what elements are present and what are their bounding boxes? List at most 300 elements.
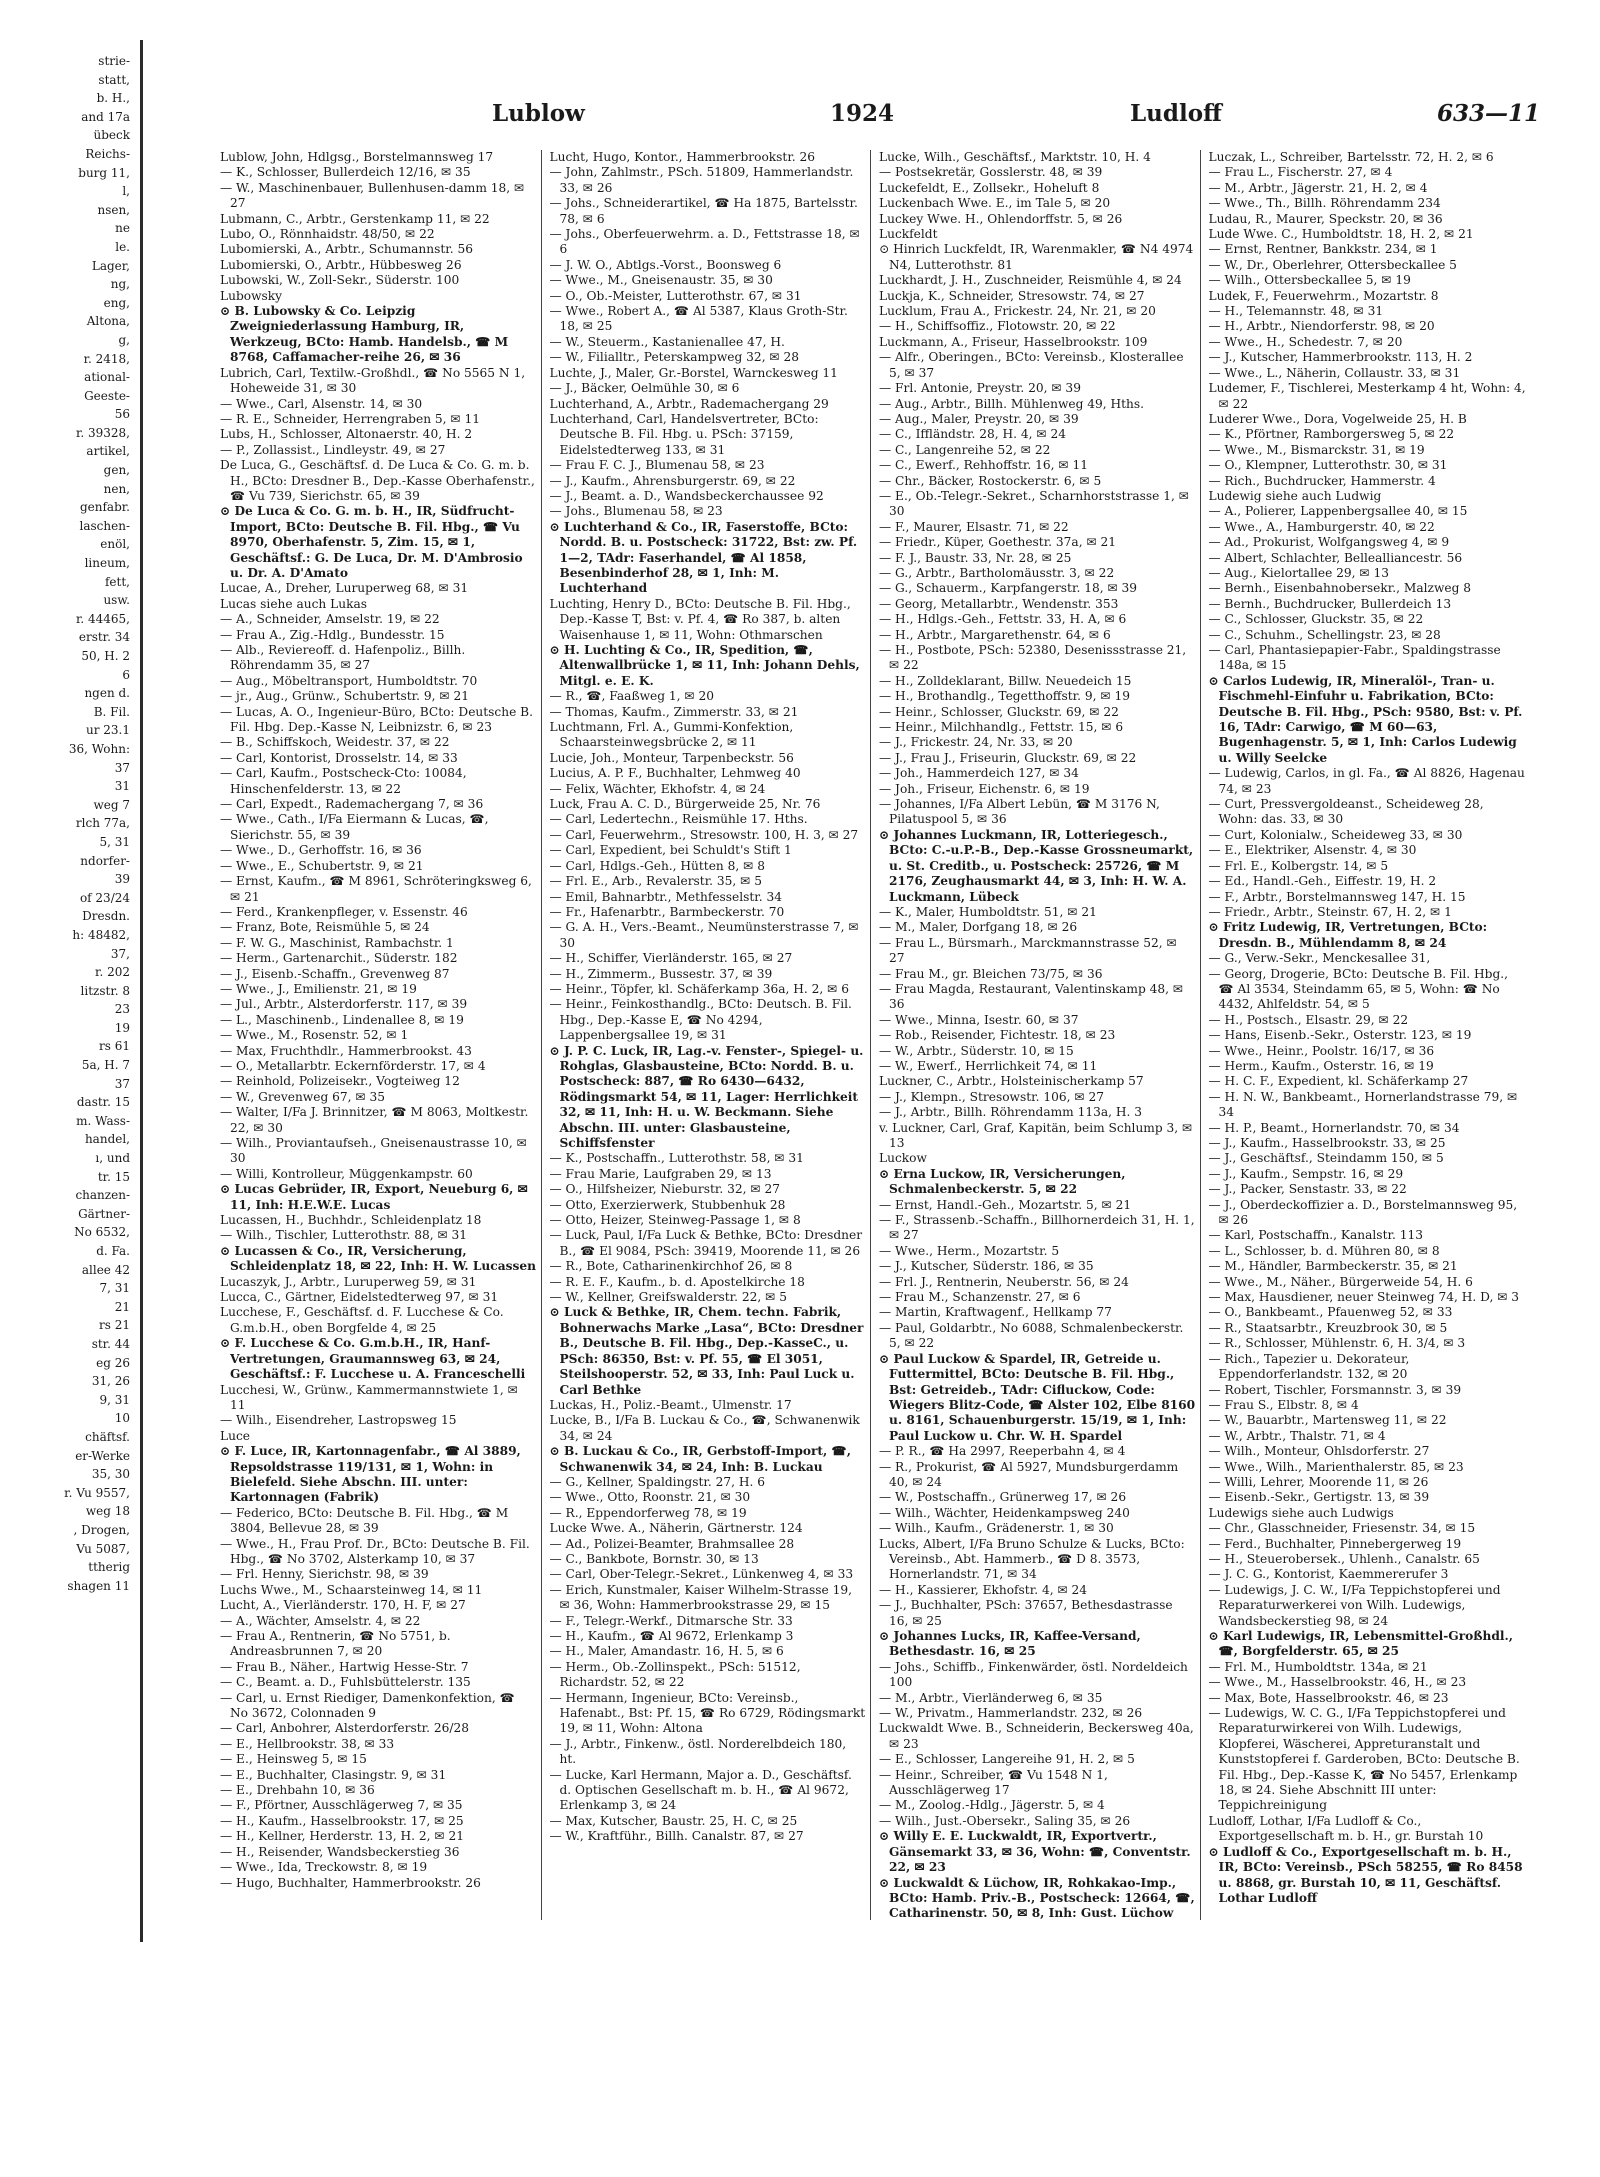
directory-entry: — J. C. G., Kontorist, Kaemmererufer 3 xyxy=(1208,1567,1449,1582)
directory-entry: ⊙ J. P. C. Luck, IR, Lag.-v. Fenster-, Spiegel- u. Rohglas, Glasbausteine, BCto: Nordd. B. u. Postscheck: 887, ☎ Ro 6430—6432, Rödingsmarkt 54, ✉ 11, Lager: Herrlichkeit 32, ✉ 11, Inh: H. u. W. Beckmann. Siehe Abschn. III. unter: Glasbausteine, Schiffsfenster xyxy=(549,1043,864,1150)
directory-entry: — Aug., Arbtr., Billh. Mühlenweg 49, Hths. xyxy=(879,396,1145,411)
directory-entry: Lucht, Hugo, Kontor., Hammerbrookstr. 26 xyxy=(549,150,816,164)
gutter-line: ngen d. xyxy=(84,686,130,701)
gutter-line: ttherig xyxy=(88,1560,130,1575)
directory-entry: Ludau, R., Maurer, Speckstr. 20, ✉ 36 xyxy=(1208,211,1443,226)
directory-entry: Luckwaldt Wwe. B., Schneiderin, Beckersweg 40a, ✉ 23 xyxy=(879,1721,1194,1751)
directory-entry: — Frau Marie, Laufgraben 29, ✉ 13 xyxy=(549,1166,772,1181)
directory-entry: — Carl, Ober-Telegr.-Sekret., Lünkenweg 4, ✉ 33 xyxy=(549,1567,854,1582)
directory-entry: — Wwe., D., Gerhoffstr. 16, ✉ 36 xyxy=(220,843,422,858)
gutter-line: allee 42 xyxy=(81,1262,130,1277)
directory-entry: ⊙ B. Lubowsky & Co. Leipzig Zweigniederlassung Hamburg, IR, Werkzeug, BCto: Hamb. Handelsb., ☎ M 8768, Caffamacher-reihe 26, ✉ 36 xyxy=(220,304,509,365)
directory-entry: Luckas, H., Poliz.-Beamt., Ulmenstr. 17 xyxy=(549,1397,792,1412)
directory-entry: — P., Zollassist., Lindleystr. 49, ✉ 27 xyxy=(220,442,446,457)
directory-entry: — H., Zimmerm., Bussestr. 37, ✉ 39 xyxy=(549,966,773,981)
directory-entry: — Walter, I/Fa J. Brinnitzer, ☎ M 8063, Moltkestr. 22, ✉ 30 xyxy=(220,1105,529,1135)
directory-entry: ⊙ Karl Ludewigs, IR, Lebensmittel-Großhdl., ☎, Borgfelderstr. 65, ✉ 25 xyxy=(1208,1629,1514,1659)
directory-entry: Lucae, A., Dreher, Luruperweg 68, ✉ 31 xyxy=(220,581,469,596)
gutter-line: r. 44465, xyxy=(75,611,130,626)
directory-entry: — Georg, Drogerie, BCto: Deutsche B. Fil. Hbg., ☎ Al 3534, Steindamm 65, ✉ 5, Wohn: ☎ No 4432, Ahlfeldstr. 54, ✉ 5 xyxy=(1208,966,1509,1012)
gutter-line: rs 61 xyxy=(99,1039,130,1054)
directory-entry: — R., Schlosser, Mühlenstr. 6, H. 3/4, ✉ 3 xyxy=(1208,1336,1466,1351)
directory-entry: Lucca, C., Gärtner, Eidelstedterweg 97, ✉ 31 xyxy=(220,1290,499,1305)
gutter-line: 21 xyxy=(114,1299,130,1314)
directory-entry: — Eisenb.-Sekr., Gertigstr. 13, ✉ 39 xyxy=(1208,1490,1430,1505)
gutter-line: eng, xyxy=(103,295,130,310)
directory-entry: — C., Ewerf., Rehhoffstr. 16, ✉ 11 xyxy=(879,458,1088,473)
directory-entry: — W., Dr., Oberlehrer, Ottersbeckallee 5 xyxy=(1208,257,1457,272)
directory-entry: Lubrich, Carl, Textilw.-Großhdl., ☎ No 5565 N 1, Hoheweide 31, ✉ 30 xyxy=(220,365,526,396)
directory-columns xyxy=(220,150,1530,1920)
directory-entry: — Wwe., J., Emilienstr. 21, ✉ 19 xyxy=(220,981,417,996)
directory-entry: Lublow, John, Hdlgsg., Borstelmannsweg 17 xyxy=(220,150,494,164)
directory-entry: — W., Kraftführ., Billh. Canalstr. 87, ✉ 27 xyxy=(549,1829,804,1844)
directory-entry: — Frau M., gr. Bleichen 73/75, ✉ 36 xyxy=(879,966,1103,981)
directory-entry: — Chr., Bäcker, Rostockerstr. 6, ✉ 5 xyxy=(879,473,1102,488)
directory-entry: — M., Zoolog.-Hdlg., Jägerstr. 5, ✉ 4 xyxy=(879,1798,1105,1813)
directory-entry: — O., Hilfsheizer, Nieburstr. 32, ✉ 27 xyxy=(549,1182,780,1197)
directory-entry: ⊙ B. Luckau & Co., IR, Gerbstoff-Import, ☎, Schwanenwik 34, ✉ 24, Inh: B. Luckau xyxy=(549,1444,851,1474)
directory-entry: — F., Strassenb.-Schaffn., Billhornerdeich 31, H. 1, ✉ 27 xyxy=(879,1213,1195,1243)
directory-entry: — Carl, Anbohrer, Alsterdorferstr. 26/28 xyxy=(220,1721,469,1736)
directory-entry: Luckenbach Wwe. E., im Tale 5, ✉ 20 xyxy=(879,196,1111,211)
gutter-line: b. H., xyxy=(96,91,130,106)
directory-entry: — jr., Aug., Grünw., Schubertstr. 9, ✉ 21 xyxy=(220,689,469,704)
gutter-line: 9, 31 xyxy=(99,1392,130,1407)
directory-entry: — E., Heinsweg 5, ✉ 15 xyxy=(220,1752,367,1767)
directory-entry: Lubowsky xyxy=(220,288,283,303)
directory-entry: — R., ☎, Faaßweg 1, ✉ 20 xyxy=(549,689,715,704)
directory-entry: Lubomierski, O., Arbtr., Hübbesweg 26 xyxy=(220,257,462,272)
page-header xyxy=(220,100,1540,140)
directory-entry: — W., Maschinenbauer, Bullenhusen-damm 18, ✉ 27 xyxy=(220,180,525,211)
directory-entry: — O., Metallarbtr. Eckernförderstr. 17, ✉ 4 xyxy=(220,1058,486,1073)
directory-entry: Lucas siehe auch Lukas xyxy=(220,596,367,611)
directory-entry: — M., Arbtr., Vierländerweg 6, ✉ 35 xyxy=(879,1690,1103,1705)
directory-entry: — H., Steuerobersek., Uhlenh., Canalstr. 65 xyxy=(1208,1551,1480,1566)
directory-entry: — Ferd., Krankenpfleger, v. Essenstr. 46 xyxy=(220,904,468,919)
gutter-line: and 17a xyxy=(81,109,130,124)
directory-entry: — Frau A., Zig.-Hdlg., Bundesstr. 15 xyxy=(220,627,445,642)
gutter-line: artikel, xyxy=(86,444,130,459)
header-first-entry: Lublow xyxy=(492,100,585,127)
directory-entry: — Ferd., Buchhalter, Pinnebergerweg 19 xyxy=(1208,1536,1462,1551)
gutter-line: ne xyxy=(115,221,130,236)
gutter-line: Geeste- xyxy=(84,388,130,403)
directory-entry: — F., Pförtner, Ausschlägerweg 7, ✉ 35 xyxy=(220,1798,463,1813)
gutter-line: ng, xyxy=(110,277,130,292)
directory-entry: — Herm., Kaufm., Osterstr. 16, ✉ 19 xyxy=(1208,1058,1434,1073)
directory-entry: — Wwe., Cath., I/Fa Eiermann & Lucas, ☎, Sierichstr. 55, ✉ 39 xyxy=(220,812,489,842)
directory-entry: — K., Postschaffn., Lutterothstr. 58, ✉ 31 xyxy=(549,1151,804,1166)
gutter-line: shagen 11 xyxy=(67,1578,130,1593)
directory-entry: — Carl, Kontorist, Drosselstr. 14, ✉ 33 xyxy=(220,750,458,765)
gutter-line: 23 xyxy=(114,1002,130,1017)
directory-entry: — Willi, Lehrer, Moorende 11, ✉ 26 xyxy=(1208,1474,1429,1489)
directory-entry: — Luck, Paul, I/Fa Luck & Bethke, BCto: Dresdner B., ☎ El 9084, PSch: 39419, Moorende 11, ✉ 26 xyxy=(549,1228,863,1258)
directory-entry: — C., Schlosser, Gluckstr. 35, ✉ 22 xyxy=(1208,612,1424,627)
directory-entry: — H. P., Beamt., Hornerlandstr. 70, ✉ 34 xyxy=(1208,1120,1460,1135)
directory-entry: — Wilh., Proviantaufseh., Gneisenaustrasse 10, ✉ 30 xyxy=(220,1136,527,1166)
directory-entry: — Wwe., Heinr., Poolstr. 16/17, ✉ 36 xyxy=(1208,1043,1435,1058)
directory-entry: — Heinr., Milchhandlg., Fettstr. 15, ✉ 6 xyxy=(879,720,1124,735)
directory-entry: — G. A. H., Vers.-Beamt., Neumünsterstrasse 7, ✉ 30 xyxy=(549,920,859,950)
directory-entry: — E., Hellbrookstr. 38, ✉ 33 xyxy=(220,1736,395,1751)
gutter-line: ur 23.1 xyxy=(86,723,130,738)
directory-entry: — H., Arbtr., Margarethenstr. 64, ✉ 6 xyxy=(879,627,1111,642)
directory-entry: — Fr., Hafenarbtr., Barmbeckerstr. 70 xyxy=(549,904,785,919)
directory-entry: — Wwe., M., Näher., Bürgerweide 54, H. 6 xyxy=(1208,1274,1473,1289)
directory-entry: — Frau M., Schanzenstr. 27, ✉ 6 xyxy=(879,1290,1081,1305)
directory-entry: — J., Kaufm., Ahrensburgerstr. 69, ✉ 22 xyxy=(549,473,796,488)
directory-entry: — H., Hdlgs.-Geh., Fettstr. 33, H. A, ✉ 6 xyxy=(879,612,1127,627)
directory-entry: — Wwe., Otto, Roonstr. 21, ✉ 30 xyxy=(549,1490,751,1505)
directory-entry: — E., Drehbahn 10, ✉ 36 xyxy=(220,1783,375,1798)
gutter-line: B. Fil. xyxy=(93,704,130,719)
gutter-line: eg 26 xyxy=(96,1355,130,1370)
gutter-line: 5, 31 xyxy=(99,834,130,849)
gutter-line: chanzen- xyxy=(75,1188,130,1203)
directory-entry: — Heinr., Töpfer, kl. Schäferkamp 36a, H. 2, ✉ 6 xyxy=(549,981,850,996)
directory-entry: — Wwe., H., Schedestr. 7, ✉ 20 xyxy=(1208,334,1403,349)
directory-entry: — Otto, Heizer, Steinweg-Passage 1, ✉ 8 xyxy=(549,1213,801,1228)
directory-entry: — C., Bankbote, Bornstr. 30, ✉ 13 xyxy=(549,1551,759,1566)
directory-entry: — Frl. E., Kolbergstr. 14, ✉ 5 xyxy=(1208,858,1389,873)
page-number: 633—11 xyxy=(1436,100,1540,127)
directory-entry: — R., Bote, Catharinenkirchhof 26, ✉ 8 xyxy=(549,1259,793,1274)
directory-entry: — Carl, Feuerwehrm., Stresowstr. 100, H. 3, ✉ 27 xyxy=(549,827,859,842)
directory-entry: — W., Privatm., Hammerlandstr. 232, ✉ 26 xyxy=(879,1706,1143,1721)
directory-entry: — Martin, Kraftwagenf., Hellkamp 77 xyxy=(879,1305,1112,1320)
directory-entry: — H., Kassierer, Ekhofstr. 4, ✉ 24 xyxy=(879,1582,1088,1597)
header-year: 1924 xyxy=(830,100,895,127)
directory-entry: — Georg, Metallarbtr., Wendenstr. 353 xyxy=(879,596,1119,611)
directory-entry: De Luca, G., Geschäftsf. d. De Luca & Co. G. m. b. H., BCto: Dresdner B., Dep.-Kasse Oberhafenstr., ☎ Vu 739, Sierichstr. 65, ✉ 39 xyxy=(220,458,535,503)
directory-entry: — W., Ewerf., Herrlichkeit 74, ✉ 11 xyxy=(879,1058,1098,1073)
column-2 xyxy=(550,150,872,1920)
directory-entry: Lucht, A., Vierländerstr. 170, H. F, ✉ 27 xyxy=(220,1598,466,1613)
directory-entry: — Wwe., M., Rosenstr. 52, ✉ 1 xyxy=(220,1028,409,1043)
directory-entry: Luczak, L., Schreiber, Bartelsstr. 72, H. 2, ✉ 6 xyxy=(1208,150,1494,164)
directory-entry: — J., Arbtr., Billh. Röhrendamm 113a, H. 3 xyxy=(879,1105,1143,1120)
directory-entry: ⊙ De Luca & Co. G. m. b. H., IR, Südfrucht-Import, BCto: Deutsche B. Fil. Hbg., ☎ Vu 8970, Oberhafenstr. 5, Zim. 15, ✉ 1, Geschäftsf.: G. De Luca, Dr. M. D'Ambrosio u. Dr. A. D'Amato xyxy=(220,504,523,580)
directory-entry: ⊙ F. Luce, IR, Kartonnagenfabr., ☎ Al 3889, Repsoldstrasse 119/131, ✉ 1, Wohn: in Bielefeld. Siehe Abschn. III. unter: Kartonnagen (Fabrik) xyxy=(220,1444,521,1505)
directory-entry: — J., Klempn., Stresowstr. 106, ✉ 27 xyxy=(879,1089,1104,1104)
directory-entry: — F., Arbtr., Borstelmannsweg 147, H. 15 xyxy=(1208,889,1466,904)
directory-entry: Ludemer, F., Tischlerei, Mesterkamp 4 ht, Wohn: 4, ✉ 22 xyxy=(1208,381,1526,411)
directory-entry: — K., Pförtner, Ramborgersweg 5, ✉ 22 xyxy=(1208,427,1455,442)
gutter-line: 37 xyxy=(114,1076,130,1091)
directory-entry: — A., Schneider, Amselstr. 19, ✉ 22 xyxy=(220,612,440,627)
directory-entry: — W., Grevenweg 67, ✉ 35 xyxy=(220,1089,385,1104)
gutter-line: ı, und xyxy=(95,1151,130,1166)
directory-entry: — Wwe., H., Frau Prof. Dr., BCto: Deutsche B. Fil. Hbg., ☎ No 3702, Alsterkamp 10, ✉ 37 xyxy=(220,1536,530,1566)
directory-entry: — Wwe., A., Hamburgerstr. 40, ✉ 22 xyxy=(1208,519,1435,534)
directory-entry: — J., Buchhalter, PSch: 37657, Bethesdastrasse 16, ✉ 25 xyxy=(879,1598,1173,1628)
directory-entry: — J., Oberdeckoffizier a. D., Borstelmannsweg 95, ✉ 26 xyxy=(1208,1197,1518,1228)
gutter-line: 37 xyxy=(114,760,130,775)
directory-entry: Luchte, J., Maler, Gr.-Borstel, Warnckesweg 11 xyxy=(549,365,838,380)
gutter-line: laschen- xyxy=(79,518,130,533)
directory-entry: — J. W. O., Abtlgs.-Vorst., Boonsweg 6 xyxy=(549,257,782,272)
directory-entry: — Wwe., Herm., Mozartstr. 5 xyxy=(879,1243,1060,1258)
gutter-line: Vu 5087, xyxy=(76,1541,130,1556)
directory-entry: — J., Beamt. a. D., Wandsbeckerchaussee 92 xyxy=(549,488,824,503)
directory-entry: — Carl, Expedt., Rademachergang 7, ✉ 36 xyxy=(220,797,484,812)
directory-entry: — R. E. F., Kaufm., b. d. Apostelkirche 18 xyxy=(549,1274,805,1289)
directory-entry: — Carl, Expedient, bei Schuldt's Stift 1 xyxy=(549,843,792,858)
directory-entry: v. Luckner, Carl, Graf, Kapitän, beim Schlump 3, ✉ 13 xyxy=(879,1120,1193,1150)
directory-entry: — Max, Kutscher, Baustr. 25, H. C, ✉ 25 xyxy=(549,1813,798,1828)
directory-entry: — Wwe., Ida, Treckowstr. 8, ✉ 19 xyxy=(220,1860,428,1875)
directory-entry: — M., Händler, Barmbeckerstr. 35, ✉ 21 xyxy=(1208,1259,1458,1274)
directory-entry: — R. E., Schneider, Herrengraben 5, ✉ 11 xyxy=(220,411,481,426)
directory-entry: Luce xyxy=(220,1428,250,1443)
directory-entry: — C., Beamt. a. D., Fuhlsbüttelerstr. 135 xyxy=(220,1675,471,1690)
directory-entry: — Hans, Eisenb.-Sekr., Osterstr. 123, ✉ 19 xyxy=(1208,1028,1472,1043)
directory-entry: — Reinhold, Polizeisekr., Vogteiweg 12 xyxy=(220,1074,460,1089)
directory-entry: Luckja, K., Schneider, Stresowstr. 74, ✉ 27 xyxy=(879,288,1145,303)
directory-entry: — Alb., Reviereoff. d. Hafenpoliz., Billh. Röhrendamm 35, ✉ 27 xyxy=(220,643,466,673)
gutter-line: h: 48482, xyxy=(72,927,130,942)
directory-entry: — K., Schlosser, Bullerdeich 12/16, ✉ 35 xyxy=(220,165,471,180)
directory-entry: — Rich., Tapezier u. Dekorateur, Eppendorferlandstr. 132, ✉ 20 xyxy=(1208,1351,1410,1382)
directory-entry: — O., Ob.-Meister, Lutterothstr. 67, ✉ 31 xyxy=(549,288,802,303)
directory-entry: — Bernh., Buchdrucker, Bullerdeich 13 xyxy=(1208,596,1452,611)
gutter-line: m. Wass- xyxy=(76,1113,130,1128)
directory-entry: ⊙ Luck & Bethke, IR, Chem. techn. Fabrik, Bohnerwachs Marke „Lasa“, BCto: Dresdner B., Deutsche B. Fil. Hbg., Dep.-KasseC., u. PSch: 86350, Bst: v. Pf. 55, ☎ El 3051, Steilshooperstr. 52, ✉ 33, Inh: Paul Luck u. Carl Bethke xyxy=(549,1305,864,1397)
directory-entry: — Herm., Gartenarchit., Süderstr. 182 xyxy=(220,951,458,966)
directory-entry: — J., Packer, Senstastr. 33, ✉ 22 xyxy=(1208,1182,1407,1197)
directory-entry: Luckefeldt, E., Zollsekr., Hoheluft 8 xyxy=(879,180,1100,195)
directory-entry: — Alfr., Oberingen., BCto: Vereinsb., Klosterallee 5, ✉ 37 xyxy=(879,350,1184,380)
gutter-line: l, xyxy=(122,184,130,199)
directory-entry: — W., Steuerm., Kastanienallee 47, H. xyxy=(549,334,785,349)
directory-entry: — W., Filialltr., Peterskampweg 32, ✉ 28 xyxy=(549,350,800,365)
directory-entry: — Ernst, Handl.-Geh., Mozartstr. 5, ✉ 21 xyxy=(879,1197,1132,1212)
directory-entry: — Ludewig, Carlos, in gl. Fa., ☎ Al 8826, Hagenau 74, ✉ 23 xyxy=(1208,766,1525,796)
gutter-line: 35, 30 xyxy=(91,1467,130,1482)
gutter-line: rs 21 xyxy=(99,1318,130,1333)
directory-entry: — Ad., Prokurist, Wolfgangsweg 4, ✉ 9 xyxy=(1208,535,1450,550)
directory-entry: — Carl, u. Ernst Riediger, Damenkonfektion, ☎ No 3672, Colonnaden 9 xyxy=(220,1690,515,1721)
directory-entry: — M., Arbtr., Jägerstr. 21, H. 2, ✉ 4 xyxy=(1208,180,1428,195)
directory-entry: — Wwe., Carl, Alsenstr. 14, ✉ 30 xyxy=(220,396,423,411)
directory-entry: — Wilh., Eisendreher, Lastropsweg 15 xyxy=(220,1413,457,1428)
directory-entry: Lucchese, F., Geschäftsf. d. F. Lucchese & Co. G.m.b.H., oben Borgfelde 4, ✉ 25 xyxy=(220,1305,504,1335)
directory-entry: — G., Schauerm., Karpfangerstr. 18, ✉ 39 xyxy=(879,581,1138,596)
directory-entry: — G., Verw.-Sekr., Menckesallee 31, xyxy=(1208,951,1431,966)
directory-entry: Lucchesi, W., Grünw., Kammermannstwiete 1, ✉ 11 xyxy=(220,1382,518,1412)
directory-entry: — Ed., Handl.-Geh., Eiffestr. 19, H. 2 xyxy=(1208,874,1437,889)
directory-entry: — Wwe., Wilh., Marienthalerstr. 85, ✉ 23 xyxy=(1208,1459,1464,1474)
directory-entry: Luchs Wwe., M., Schaarsteinweg 14, ✉ 11 xyxy=(220,1582,483,1597)
directory-entry: — Frl. J., Rentnerin, Neuberstr. 56, ✉ 24 xyxy=(879,1274,1129,1289)
directory-entry: — Albert, Schlachter, Bellealliancestr. 56 xyxy=(1208,550,1463,565)
gutter-line: No 6532, xyxy=(74,1225,130,1240)
directory-entry: Luckhardt, J. H., Zuschneider, Reismühle 4, ✉ 24 xyxy=(879,273,1182,288)
gutter-line: g, xyxy=(118,332,130,347)
directory-entry: — H., Telemannstr. 48, ✉ 31 xyxy=(1208,304,1384,319)
directory-entry: — Joh., Hammerdeich 127, ✉ 34 xyxy=(879,766,1079,781)
directory-entry: — Aug., Maler, Preystr. 20, ✉ 39 xyxy=(879,411,1079,426)
gutter-line: dastr. 15 xyxy=(76,1095,130,1110)
directory-entry: Lucke Wwe. A., Näherin, Gärtnerstr. 124 xyxy=(549,1521,803,1536)
gutter-line: ndorfer- xyxy=(80,853,130,868)
directory-entry: — Johs., Schneiderartikel, ☎ Ha 1875, Bartelsstr. 78, ✉ 6 xyxy=(549,196,858,226)
directory-entry: — E., Ob.-Telegr.-Sekret., Scharnhorststrasse 1, ✉ 30 xyxy=(879,488,1189,519)
directory-entry: — R., Prokurist, ☎ Al 5927, Mundsburgerdamm 40, ✉ 24 xyxy=(879,1459,1179,1489)
directory-entry: — Wwe., E., Schubertstr. 9, ✉ 21 xyxy=(220,858,424,873)
directory-entry: — Heinr., Feinkosthandlg., BCto: Deutsch. B. Fil. Hbg., Dep.-Kasse E, ☎ No 4294, Lappenbergsallee 19, ✉ 31 xyxy=(549,997,852,1043)
directory-entry: — L., Maschinenb., Lindenallee 8, ✉ 19 xyxy=(220,1012,464,1027)
directory-entry: — Wwe., Th., Billh. Röhrendamm 234 xyxy=(1208,196,1441,211)
directory-entry: — Johs., Oberfeuerwehrm. a. D., Fettstrasse 18, ✉ 6 xyxy=(549,227,860,257)
directory-entry: Luchting, Henry D., BCto: Deutsche B. Fil. Hbg., Dep.-Kasse T, Bst: v. Pf. 4, ☎ Ro 387, b. alten Waisenhause 1, ✉ 11, Wohn: Othmarschen xyxy=(549,596,851,642)
directory-entry: Lucius, A. P. F., Buchhalter, Lehmweg 40 xyxy=(549,766,801,781)
directory-entry: — Carl, Hdlgs.-Geh., Hütten 8, ✉ 8 xyxy=(549,858,765,873)
gutter-line: 10 xyxy=(114,1411,130,1426)
gutter-line: 6 xyxy=(122,667,130,682)
gutter-line: ational- xyxy=(84,370,130,385)
directory-entry: Lucaszyk, J., Arbtr., Luruperweg 59, ✉ 31 xyxy=(220,1274,477,1289)
directory-entry: — Wwe., M., Bismarckstr. 31, ✉ 19 xyxy=(1208,442,1425,457)
directory-entry: — Frau A., Rentnerin, ☎ No 5751, b. Andreasbrunnen 7, ✉ 20 xyxy=(220,1629,451,1659)
directory-entry: — Carl, Kaufm., Postscheck-Cto: 10084, Hinschenfelderstr. 13, ✉ 22 xyxy=(220,766,467,796)
directory-entry: — Wilh., Wächter, Heidenkampsweg 240 xyxy=(879,1505,1130,1520)
directory-entry: — Frau L., Fischerstr. 27, ✉ 4 xyxy=(1208,165,1393,180)
gutter-line: r. 2418, xyxy=(83,351,130,366)
gutter-line: strie- xyxy=(98,54,130,68)
directory-entry: — W., Kellner, Greifswalderstr. 22, ✉ 5 xyxy=(549,1290,788,1305)
directory-entry: — J., Kaufm., Hasselbrookstr. 33, ✉ 25 xyxy=(1208,1136,1446,1150)
directory-entry: — L., Schlosser, b. d. Mühren 80, ✉ 8 xyxy=(1208,1243,1440,1258)
directory-entry: — Rich., Buchdrucker, Hammerstr. 4 xyxy=(1208,473,1436,488)
directory-entry: — Curt, Kolonialw., Scheideweg 33, ✉ 30 xyxy=(1208,827,1463,842)
directory-entry: ⊙ Luckwaldt & Lüchow, IR, Rohkakao-Imp., BCto: Hamb. Priv.-B., Postscheck: 12664, ☎, Catharinenstr. 50, ✉ 8, Inh: Gust. Lüchow xyxy=(879,1875,1195,1920)
directory-entry: — H., Kaufm., Hasselbrookstr. 17, ✉ 25 xyxy=(220,1813,464,1828)
directory-entry: — H., Maler, Amandastr. 16, H. 5, ✉ 6 xyxy=(549,1644,784,1659)
directory-entry: Lucks, Albert, I/Fa Bruno Schulze & Lucks, BCto: Vereinsb., Abt. Hammerb., ☎ D 8. 3573, Hornerlandstr. 71, ✉ 34 xyxy=(879,1536,1185,1582)
directory-entry: Luckow xyxy=(879,1151,927,1166)
directory-entry: — Frl. Antonie, Preystr. 20, ✉ 39 xyxy=(879,381,1081,396)
directory-entry: Lubmann, C., Arbtr., Gerstenkamp 11, ✉ 22 xyxy=(220,211,490,226)
directory-entry: — H., Kaufm., ☎ Al 9672, Erlenkamp 3 xyxy=(549,1629,794,1643)
directory-entry: — F. W. G., Maschinist, Rambachstr. 1 xyxy=(220,935,454,950)
directory-entry: — F. J., Baustr. 33, Nr. 28, ✉ 25 xyxy=(879,550,1072,565)
directory-entry: — G., Kellner, Spaldingstr. 27, H. 6 xyxy=(549,1474,766,1489)
header-last-entry: Ludloff xyxy=(1130,100,1222,127)
gutter-line: litzstr. 8 xyxy=(80,983,130,998)
directory-entry: — Ludewigs, J. C. W., I/Fa Teppichstopferei und Reparaturwerkerei von Wilh. Ludewigs, Wandsbeckerstieg 98, ✉ 24 xyxy=(1208,1582,1501,1628)
directory-entry: — Lucke, Karl Hermann, Major a. D., Geschäftsf. d. Optischen Gesellschaft m. b. H., ☎ Al 9672, Erlenkamp 3, ✉ 24 xyxy=(549,1767,852,1813)
directory-entry: — H. N. W., Bankbeamt., Hornerlandstrasse 79, ✉ 34 xyxy=(1208,1089,1518,1120)
directory-entry: — Willi, Kontrolleur, Müggenkampstr. 60 xyxy=(220,1166,473,1181)
directory-entry: — C., Langenreihe 52, ✉ 22 xyxy=(879,442,1051,457)
directory-entry: ⊙ H. Luchting & Co., IR, Spedition, ☎, Altenwallbrücke 1, ✉ 11, Inh: Johann Dehls, Mitgl. e. E. K. xyxy=(549,643,860,688)
directory-entry: Lucklum, Frau A., Frickestr. 24, Nr. 21, ✉ 20 xyxy=(879,304,1156,319)
directory-entry: — K., Maler, Humboldtstr. 51, ✉ 21 xyxy=(879,904,1097,919)
directory-entry: — John, Zahlmstr., PSch. 51809, Hammerlandstr. 33, ✉ 26 xyxy=(549,165,854,195)
directory-entry: — Frl. M., Humboldtstr. 134a, ✉ 21 xyxy=(1208,1659,1428,1674)
directory-entry: — Ad., Polizei-Beamter, Brahmsallee 28 xyxy=(549,1536,795,1551)
gutter-line: weg 7 xyxy=(93,797,130,812)
directory-entry: Lucassen, H., Buchhdr., Schleidenplatz 18 xyxy=(220,1213,482,1228)
directory-entry: — Wilh., Just.-Obersekr., Saling 35, ✉ 26 xyxy=(879,1813,1131,1828)
directory-entry: — Aug., Möbeltransport, Humboldtstr. 70 xyxy=(220,673,478,688)
directory-entry: — R., Eppendorferweg 78, ✉ 19 xyxy=(549,1505,747,1520)
directory-entry: — Wwe., Robert A., ☎ Al 5387, Klaus Groth-Str. 18, ✉ 25 xyxy=(549,304,848,334)
gutter-line: 7, 31 xyxy=(99,1281,130,1296)
directory-entry: — Wwe., M., Hasselbrookstr. 46, H., ✉ 23 xyxy=(1208,1675,1467,1690)
directory-entry: ⊙ Ludloff & Co., Exportgesellschaft m. b. H., IR, BCto: Vereinsb., PSch 58255, ☎ Ro 8458 u. 8868, gr. Burstah 10, ✉ 11, Geschäftsf. Lothar Ludloff xyxy=(1208,1844,1523,1905)
gutter-line: Gärtner- xyxy=(78,1206,130,1221)
directory-entry: — Frau S., Elbstr. 8, ✉ 4 xyxy=(1208,1397,1359,1412)
directory-entry: ⊙ Johannes Luckmann, IR, Lotteriegesch., BCto: C.-u.P.-B., Dep.-Kasse Grossneumarkt, u. St. Creditb., u. Postscheck: 25726, ☎ M 2176, Zeughausmarkt 44, ✉ 3, Inh: H. W. A. Luckmann, Lübeck xyxy=(879,827,1194,904)
gutter-line: r. 202 xyxy=(95,965,130,980)
directory-entry: — Heinr., Schlosser, Gluckstr. 69, ✉ 22 xyxy=(879,704,1119,719)
gutter-line: of 23/24 xyxy=(79,890,130,905)
directory-entry: Lubs, H., Schlosser, Altonaerstr. 40, H. 2 xyxy=(220,427,473,442)
directory-entry: Luckey Wwe. H., Ohlendorffstr. 5, ✉ 26 xyxy=(879,211,1123,226)
directory-entry: — Karl, Postschaffn., Kanalstr. 113 xyxy=(1208,1228,1423,1243)
directory-entry: — Curt, Pressvergoldeanst., Scheideweg 28, Wohn: das. 33, ✉ 30 xyxy=(1208,797,1484,827)
directory-entry: Ludloff, Lothar, I/Fa Ludloff & Co., Exportgesellschaft m. b. H., gr. Burstah 10 xyxy=(1208,1813,1484,1844)
directory-entry: — Friedr., Arbtr., Steinstr. 67, H. 2, ✉ 1 xyxy=(1208,904,1452,919)
column-3 xyxy=(879,150,1201,1920)
gutter-line: gen, xyxy=(103,463,130,478)
directory-entry: Luckner, C., Arbtr., Holsteinischerkamp 57 xyxy=(879,1074,1144,1089)
directory-entry: ⊙ Johannes Lucks, IR, Kaffee-Versand, Bethesdastr. 16, ✉ 25 xyxy=(879,1629,1141,1659)
directory-entry: — Frau L., Bürsmarh., Marckmannstrasse 52, ✉ 27 xyxy=(879,935,1177,966)
directory-entry: — Wwe., L., Näherin, Collaustr. 33, ✉ 31 xyxy=(1208,365,1461,380)
directory-entry: ⊙ Lucassen & Co., IR, Versicherung, Schleidenplatz 18, ✉ 22, Inh: H. W. Lucassen xyxy=(220,1243,536,1274)
gutter-line: 36, Wohn: xyxy=(68,741,130,756)
directory-entry: — M., Maler, Dorfgang 18, ✉ 26 xyxy=(879,920,1078,935)
directory-entry: — Thomas, Kaufm., Zimmerstr. 33, ✉ 21 xyxy=(549,704,799,719)
directory-entry: Lude Wwe. C., Humboldtstr. 18, H. 2, ✉ 21 xyxy=(1208,227,1474,242)
directory-entry: — Bernh., Eisenbahnobersekr., Malzweg 8 xyxy=(1208,581,1472,596)
directory-entry: — Lucas, A. O., Ingenieur-Büro, BCto: Deutsche B. Fil. Hbg. Dep.-Kasse N, Leibnizstr. 6, ✉ 23 xyxy=(220,704,533,735)
directory-entry: — Paul, Goldarbtr., No 6088, Schmalenbeckerstr. 5, ✉ 22 xyxy=(879,1320,1184,1351)
directory-entry: ⊙ Paul Luckow & Spardel, IR, Getreide u. Futtermittel, BCto: Deutsche B. Fil. Hbg., Bst: Getreideb., TAdr: Cifluckow, Code: Wiegers Blitz-Code, ☎ Alster 102, Elbe 8160 u. 8161, Schauenburgerstr. 15/19, ✉ 1, Inh: Paul Luckow u. Chr. W. H. Spardel xyxy=(879,1351,1196,1443)
gutter-line: str. 44 xyxy=(91,1336,130,1351)
directory-entry: — H., Brothandlg., Tegetthoffstr. 9, ✉ 19 xyxy=(879,689,1130,704)
directory-entry: — Johannes, I/Fa Albert Lebün, ☎ M 3176 N, Pilatuspool 5, ✉ 36 xyxy=(879,797,1160,827)
gutter-line: 5a, H. 7 xyxy=(81,1058,130,1073)
gutter-line: Lager, xyxy=(91,258,130,273)
gutter-line: chäftsf. xyxy=(85,1429,130,1444)
directory-entry: — Postsekretär, Gosslerstr. 48, ✉ 39 xyxy=(879,165,1103,180)
directory-entry: — J., Kaufm., Sempstr. 16, ✉ 29 xyxy=(1208,1166,1404,1181)
directory-entry: — W., Arbtr., Süderstr. 10, ✉ 15 xyxy=(879,1043,1074,1058)
directory-entry: — J., Frickestr. 24, Nr. 33, ✉ 20 xyxy=(879,735,1073,750)
directory-entry: — O., Bankbeamt., Pfauenweg 52, ✉ 33 xyxy=(1208,1305,1453,1320)
gutter-line: 39 xyxy=(114,872,130,887)
directory-entry: — Ernst, Rentner, Bankkstr. 234, ✉ 1 xyxy=(1208,242,1438,257)
directory-entry: — Hermann, Ingenieur, BCto: Vereinsb., Hafenabt., Bst: Pf. 15, ☎ Ro 6729, Rödingsmarkt 19, ✉ 11, Wohn: Altona xyxy=(549,1690,866,1736)
gutter-line: Dresdn. xyxy=(82,909,130,924)
directory-entry: Lubomierski, A., Arbtr., Schumannstr. 56 xyxy=(220,242,474,257)
directory-entry: — Wilh., Monteur, Ohlsdorferstr. 27 xyxy=(1208,1444,1430,1459)
directory-entry: — H., Reisender, Wandsbeckerstieg 36 xyxy=(220,1844,460,1859)
directory-entry: — Herm., Ob.-Zollinspekt., PSch: 51512, Richardstr. 52, ✉ 22 xyxy=(549,1659,801,1690)
directory-entry: — O., Klempner, Lutterothstr. 30, ✉ 31 xyxy=(1208,458,1448,473)
directory-entry: ⊙ Carlos Ludewig, IR, Mineralöl-, Tran- u. Fischmehl-Einfuhr u. Fabrikation, BCto: Deutsche B. Fil. Hbg., PSch: 9580, Bst: v. Pf. 16, TAdr: Carwigo, ☎ M 60—63, Bugenhagenstr. 5, ✉ 1, Inh: Carlos Ludewig u. Willy Seelcke xyxy=(1208,673,1523,765)
gutter-line: 37, xyxy=(110,946,130,961)
directory-entry: — J., Bäcker, Oelmühle 30, ✉ 6 xyxy=(549,381,740,396)
directory-entry: — Max, Hausdiener, neuer Steinweg 74, H. D, ✉ 3 xyxy=(1208,1290,1520,1305)
